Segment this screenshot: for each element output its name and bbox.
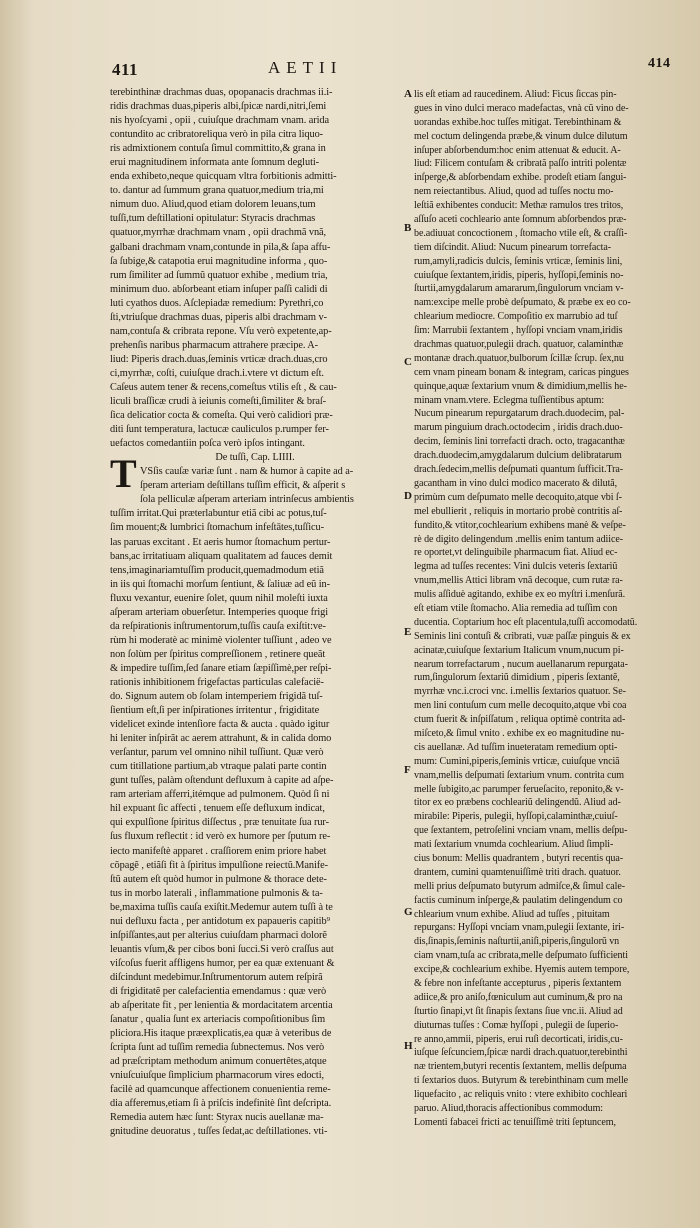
- text-line: Caſeus autem tener & recens,comeſtus vtilis eſt , & cau-: [110, 381, 337, 393]
- right-text-column: [414, 88, 684, 1130]
- text-line: aſſuſo aceti cochleario ante ſomnum abſorbendos præ-: [414, 214, 627, 226]
- text-line: fundito,& vtitor,cochlearium exhibens manè & veſpe-: [414, 519, 626, 531]
- text-line: decim, ſeminis lini torrefacti drach. octo, tragacanthæ: [414, 436, 625, 448]
- text-line: re oportet,vt delinguibile pharmacum fiat. Aliud ec-: [414, 547, 618, 559]
- text-line: minimum duo. abſorbeant etiam inſuper paſſi calidi di: [110, 283, 328, 295]
- text-line: las paruas excitant . Et aeris humor ſtomachum pertur-: [110, 536, 331, 548]
- text-line: bans,ac irritatiuam aliquam qualitatem ad fauces demit: [110, 550, 333, 562]
- text-line: aſperam arteriam obuerſetur. Intemperies quoque frigi: [110, 606, 329, 618]
- text-line: drantem, cumini quamtenuiſſimè triti drach. quatuor.: [414, 866, 621, 878]
- text-line: be,maxima tuſſis cauſa exiſtit.Medemur autem tuſſi à te: [110, 901, 333, 913]
- text-line: verſantur, parum vel omnino nihil tuſſiunt. Quæ verò: [110, 747, 324, 759]
- text-line: lis eſt etiam ad raucedinem. Aliud: Ficus ſiccas pin-: [414, 89, 617, 100]
- text-line: vniuſcuiuſque ſimplicium pharmacorum vires edocti,: [110, 1070, 325, 1082]
- text-line: inſpiſſantes,aut per alterius cuiuſdam pharmaci dolorẽ: [110, 929, 327, 941]
- text-line: que ſextantem, petroſelini vnciam vnam, mellis deſpu-: [414, 825, 628, 837]
- text-line: mati ſextarium vnumda cochlearium. Aliud ſimpli-: [414, 839, 614, 851]
- text-line: nimum duo. Aliud,quod etiam dolorem leuans,tum: [110, 199, 316, 211]
- text-line: factis cuminum inſperge,& paulatim delingendum co: [414, 894, 623, 906]
- running-head: AETII: [268, 58, 343, 77]
- text-line: hi leniter inſpirãt ac aerem attrahunt, & in calida domo: [110, 733, 332, 745]
- text-line: quinque,aquæ ſextarium vnum & dimidium,mellis he-: [414, 380, 627, 392]
- text-line: legma ad tuſſes recentes: Vini dulcis veteris ſextariũ: [414, 561, 618, 573]
- text-line: prehenſis naribus pharmacum attrahere præcipe. A-: [110, 339, 319, 351]
- text-line: montanæ drach.quatuor,bulborum ſcillæ ſcrup. ſex,nu: [414, 352, 624, 364]
- margin-marker-f: F: [404, 764, 411, 776]
- text-line: melli prius deſpumato butyrum admiſce,& ſimul cale-: [414, 880, 626, 892]
- text-line: tiem diſcindit. Aliud: Nucum pinearum torrefacta-: [414, 241, 611, 253]
- text-line: minam vnam.vtere. Eclegma tuſſientibus aptum:: [414, 394, 605, 406]
- text-line: ſti,vtriuſque drachmas duas, piperis albi drachmam v-: [110, 311, 327, 323]
- text-line: primùm cum deſpumato melle decoquito,atque vbi ſ-: [414, 491, 622, 503]
- text-line: rùm hi moderatè ac minimè violenter tuſſiunt , adeo ve: [110, 634, 332, 646]
- page-header: [0, 58, 700, 86]
- right-page-number: 414: [648, 56, 671, 71]
- text-line: re anno,ammii, piperis, erui ruſi decorticati, iridis,cu-: [414, 1033, 623, 1045]
- text-line: Remedia autem hæc ſunt: Styrax nucis auellanæ ma-: [110, 1112, 324, 1124]
- text-line: tens,imaginariamtuſſim producit,quemadmodum etiã: [110, 564, 324, 576]
- margin-marker-b: B: [404, 222, 412, 234]
- text-line: mulis aſſiduè agitando, exhibe ex eo myſtri i.menſurã.: [414, 589, 626, 601]
- text-line: uefactos comedantiin poſca verò ipſos intingant.: [110, 438, 305, 450]
- text-line: leſtiã exhibentes conducit: Methæ ramulos tres tritos,: [414, 200, 624, 212]
- text-line: liquefacito , ac reliquis vnito : vtere exhibito cochleari: [414, 1089, 628, 1101]
- text-line: gues in vino dulci meraco madefactas, vnà cũ vino de-: [414, 102, 629, 114]
- text-line: ſperam arteriam deſtillans tuſſim efficit, & aſperit s: [140, 480, 346, 492]
- text-line: nem reiectantibus. Aliud, quod ad tuſſes noctu mo-: [414, 186, 614, 198]
- text-line: ſientium eſt,ſi per inſpirationes irritentur , frigiditate: [110, 705, 320, 717]
- text-line: ſica delicatior cocta & comeſta. Qui verò calidiori præ-: [110, 410, 333, 422]
- text-line: leuantis vſum,& per cibos boni ſucci.Si verò craſſus aut: [110, 943, 334, 955]
- text-line: marum pinguium drach.octodecim , iridis drach.duo-: [414, 422, 623, 434]
- text-line: melle ſubigito,ac parumper ferueſacito, reponito,& v-: [414, 783, 624, 795]
- text-line: in iis qui ſtomachi morſum ſentiunt, & ſaliuæ ad eũ in-: [110, 578, 330, 590]
- text-line: mirabile: Piperis, pulegii, hyſſopi,calaminthæ,cuiuſ-: [414, 811, 618, 823]
- text-line: cõpagẽ , etiãſi fit à ſpiritus impulſione reiectũ.Manife-: [110, 859, 329, 871]
- text-line: ram arteriam afferri,itémque ad pulmonem. Quòd ſi ni: [110, 789, 330, 801]
- text-line: Nucum pinearum repurgatarum drach.duodecim, pal-: [414, 408, 625, 420]
- text-line: drach.ſedecim,mellis deſpumati quantum ſufficit.Tra-: [414, 464, 624, 476]
- text-line: ſturtii,amygdalarum amararum,ſingulorum vnciam v-: [414, 283, 624, 295]
- text-line: miſceto,& ſimul vnito . exhibe ex eo magnitudine nu-: [414, 727, 625, 739]
- text-line: tus in morbo laterali , inflammatione pulmonis & ta-: [110, 887, 323, 899]
- text-line: dis,ſinapis,ſeminis naſturtii,aniſi,piperis,ſingulorũ vn: [414, 936, 620, 948]
- text-line: ſcripta ſunt ad tuſſim remedia ſubnectemus. Nos verò: [110, 1042, 325, 1054]
- text-line: ſus fluxum reflectit : id verò ex humore per ſputum re-: [110, 831, 331, 843]
- text-line: acinatæ,cuiuſque ſextarium Italicum vnum,nucum pi-: [414, 644, 624, 656]
- text-line: cum titillatione partium,ab vtraque palati parte contin: [110, 761, 327, 773]
- text-line: do. Signum autem ob ſolam intemperiem frigidã tuſ-: [110, 691, 323, 703]
- text-line: fluxu vexantur, euenire ſolet, quum nihil moleſti iuxta: [110, 592, 328, 604]
- text-line: vnum,mellis Attici libram vnã decoque, cum rutæ ra-: [414, 575, 623, 587]
- text-line: liculi braſſicæ crudi à ieiunis comeſti,ſimiliter & braſ-: [110, 396, 327, 408]
- text-line: ciam vnam,tuſa ac cribrata,melle deſpumato ſufficienti: [414, 950, 628, 962]
- text-line: & febre non infeſtante accepturus , piperis ſextantem: [414, 978, 622, 989]
- text-line: Seminis lini contuſi & cribrati, vuæ paſſæ pinguis & ex: [414, 630, 631, 642]
- text-line: nam,contuſa & cribrata repone. Vſu verò expetente,ap-: [110, 325, 332, 337]
- chapter-heading: De tuſſi, Cap. LIIII.: [215, 452, 295, 464]
- text-line: inſuper abſorbendum:hoc enim attenuat & educit. A-: [414, 144, 621, 156]
- text-line: di frigiditatẽ per calefacientia emendamus : quæ verò: [110, 986, 327, 997]
- text-line: ſim mouent;& lumbrici ſtomachum infeſtātes,tuſſicu-: [110, 522, 324, 534]
- text-line: ſanatur , qualia ſunt ex arteriacis compoſitionibus ſim: [110, 1014, 326, 1026]
- text-line: quatuor,myrrhæ drachmam vnam , opii drachmã vnã,: [110, 227, 327, 239]
- text-line: cem vnam pineam bonam & integram, caricas pingues: [414, 366, 629, 378]
- text-line: VSſis cauſæ variæ ſunt . nam & humor à capite ad a-: [140, 466, 354, 478]
- text-line: terebinthinæ drachmas duas, opopanacis drachmas ii.i-: [110, 87, 333, 98]
- text-line: gacantham in vino dulci modico macerato & dilutã,: [414, 477, 618, 489]
- text-line: diuturnas tuſſes : Comæ hyſſopi , pulegii de ſuperio-: [414, 1019, 619, 1031]
- text-line: gunt tuſſes, palàm oſtendunt defluxum à capite ad aſpe-: [110, 775, 334, 787]
- margin-marker-h: H: [404, 1040, 413, 1052]
- text-line: gnitudine deuoratus , tuſſes ſedat,ac deſtillationes. vti-: [110, 1126, 328, 1138]
- text-line: mel coctum delingenda præbe,& vinum dulce dilutum: [414, 130, 628, 142]
- initial-capital: T: [110, 451, 137, 496]
- text-line: enda exhibeto,neque quicquam vltra forbitionis admitti-: [110, 171, 337, 183]
- margin-marker-g: G: [404, 906, 413, 918]
- text-line: nam:excipe melle probè deſpumato, & præbe ex eo co-: [414, 297, 631, 309]
- text-line: iuſque ſeſcunciem,ſpicæ nardi drach.quatuor,terebinthi: [414, 1047, 628, 1059]
- text-line: pliciora.His itaque præexplicatis,ea quæ à veteribus de: [110, 1028, 332, 1040]
- text-line: facilè ad quamcunque affectionem conuenientia reme-: [110, 1084, 331, 1096]
- text-line: ſim: Marrubii ſextantem , hyſſopi vnciam vnam,iridis: [414, 325, 623, 337]
- text-line: erui magnitudinem informata ante ſomnum degluti-: [110, 157, 320, 169]
- text-line: diti ſunt temperatura, lactucæ cauliculos p.rumper fer-: [110, 424, 329, 436]
- text-line: liud: Filicem contuſam & cribratã paſſo intriti polentæ: [414, 158, 627, 170]
- text-line: rè de digito delingendum .mellis enim tantum adiice-: [414, 533, 624, 545]
- text-line: & impedire tuſſim,ſed ſanare etiam ſæpiſſimè,per reſpi-: [110, 662, 332, 674]
- text-line: ti ſextarios duos. Butyrum & terebinthinam cum melle: [414, 1075, 629, 1087]
- text-line: cis auellanæ. Ad tuſſim inueteratam remedium opti-: [414, 741, 618, 753]
- left-page-number: 411: [112, 60, 139, 79]
- text-line: ris admixtionem contuſa ſimul committito,& grana in: [110, 143, 326, 155]
- text-line: iecto manifeſtè apparet . craſſiorem enim priore habet: [110, 845, 327, 857]
- text-line: titor ex eo præbens cochleariũ delingendũ. Aliud ad-: [414, 797, 621, 809]
- text-line: viſcoſus fuerit affligens humor, per ea quæ extenuant &: [110, 957, 335, 969]
- text-line: nui defluxu facta , per antidotum ex papaueris capitib⁹: [110, 915, 331, 927]
- text-line: vnam,mellis deſpumati ſextarium vnum. contrita cum: [414, 769, 625, 781]
- text-line: ci,myrrhæ, coſti, cuiuſque drach.i.vtere vt dictum eſt.: [110, 367, 324, 379]
- text-line: nearum torrefactarum , nucum auellanarum repurgata-: [414, 658, 628, 670]
- text-line: non ſolùm per ſpiritus compreſſionem , retinere queãt: [110, 648, 326, 660]
- text-line: adiice,& pro aniſo,fœniculum aut cuminum,& pro na: [414, 991, 623, 1003]
- text-line: be.adiuuat concoctionem , ſtomacho vtile eſt, & craſſi-: [414, 227, 628, 239]
- text-line: men lini contuſum cum melle decoquito,atque vbi coa: [414, 700, 627, 712]
- text-line: liud: Piperis drach.duas,ſeminis vrticæ drach.duas,cro: [110, 353, 328, 365]
- text-line: næ trientem,butyri recentis ſextantem, mellis deſpuma: [414, 1061, 627, 1073]
- margin-marker-d: D: [404, 490, 412, 502]
- text-line: ab aſperitate fit , per lenientia & mordacitatem arcentia: [110, 1000, 333, 1012]
- text-line: diſcindunt medebimur.Inſtrumentorum autem reſpirã: [110, 971, 323, 983]
- text-line: rum,amyli,radicis dulcis, ſeminis vrticæ, ſeminis lini,: [414, 255, 623, 267]
- text-line: nis hyoſcyami , opii , cuiuſque drachmam vnam. arida: [110, 115, 330, 127]
- text-line: excipe,& cochlearium exhibe. Hyemis autem tempore,: [414, 964, 630, 976]
- margin-marker-c: C: [404, 356, 412, 368]
- text-line: drachmas quatuor,pulegii drach. quatuor, calaminthæ: [414, 339, 624, 351]
- text-line: rum ſimiliter ad ſummũ quatuor exhibe , medium tria,: [110, 269, 328, 281]
- text-line: dia afferemus,etiam ſi à priſcis indefinitè ſint deſcripta.: [110, 1098, 332, 1110]
- text-line: rum,ſingulorum ſextariũ dimidium , piperis ſextantẽ,: [414, 672, 620, 684]
- text-line: ſola pelliculæ aſperam arteriam intrinſecus ambientis: [140, 494, 354, 506]
- text-line: luti cyathos duos. Aſclepiadæ remedium: Pyrethri,co: [110, 297, 324, 309]
- text-line: qui expulſione ſpiritus diſſectus , præ tenuitate ſua rur-: [110, 817, 329, 829]
- text-line: contundito ac cribratoreliqua verò in pila citra liquo-: [110, 129, 324, 141]
- text-line: eſt etiam vtile ſtomacho. Alia remedia ad tuſſim con: [414, 602, 618, 614]
- text-line: ſtũ autem eſt quòd humor in pulmone & thorace dete-: [110, 873, 327, 885]
- text-line: tuſſim irritat.Qui præterlabuntur etiã cibi ac potus,tuſ-: [110, 508, 327, 520]
- text-line: da reſpirationis inſtrumentorum,tuſſis cauſa exiſtit:ve-: [110, 620, 326, 632]
- text-line: galbani drachmam vnam,contunde in pila,& ſapa affu-: [110, 241, 331, 253]
- text-line: ridis drachmas duas,piperis albi,ſpicæ nardi,nitri,ſemi: [110, 101, 327, 113]
- left-text-column: [110, 86, 400, 1140]
- text-line: tuſſi,tum deſtillationi opitulatur: Styracis drachmas: [110, 213, 316, 225]
- text-line: ctum fuerit & inſpiſſatum , reliqua optimè contrita ad-: [414, 714, 626, 726]
- margin-marker-a: A: [404, 88, 412, 100]
- text-line: drach.duodecim,amygdalarum dulcium delibratarum: [414, 450, 622, 462]
- text-line: mum: Cumini,piperis,ſeminis vrticæ, cuiuſque vnciã: [414, 755, 620, 767]
- text-line: ſturtio ſinapi,vt ſit ſinapis ſextans ſiue vnc.ii. Aliud ad: [414, 1005, 623, 1017]
- margin-marker-e: E: [404, 626, 412, 638]
- text-line: uorandas exhibe.hoc tuſſes mitigat. Terebinthinam &: [414, 116, 622, 128]
- text-line: chlearium mediocre. Compoſitio ex marrubio ad tuſ: [414, 311, 618, 323]
- text-line: cius bonum: Mellis quadrantem , butyri recentis qua-: [414, 852, 624, 864]
- text-line: Lomenti fabacei fricti ac tenuiſſimè triti ſeptuncem,: [414, 1116, 616, 1128]
- text-line: ſa ſubige,& catapotia erui magnitudine informa , quo-: [110, 255, 328, 267]
- text-line: rationis inhibitionem frigefactas particulas calefacië-: [110, 676, 324, 688]
- text-line: ducentia. Coptarium hoc eſt placentula,tuſſi accomodatũ.: [414, 616, 638, 628]
- text-line: hil expuant ſic affecti , tenuem eſſe defluxum indicat,: [110, 803, 325, 815]
- text-line: cuiuſque ſextantem,iridis, piperis, hyſſopi,ſeminis no-: [414, 269, 624, 281]
- text-line: to. dantur ad ſummum grana quatuor,medium tria,mi: [110, 185, 324, 197]
- text-line: ad præſcriptam methodum animum conuertêtes,atque: [110, 1056, 327, 1068]
- text-line: videlicet exinde intenſiore facta & aucta . quàdo igitur: [110, 719, 330, 731]
- text-line: inſperge,& abſorbendam exhibe. prodeſt etiam ſangui-: [414, 172, 627, 184]
- text-line: chlearium vnum exhibe. Aliud ad tuſſes , pituitam: [414, 908, 610, 920]
- text-line: myrrhæ vnc.i.croci vnc. i.mellis ſextarios quatuor. Se-: [414, 686, 626, 698]
- text-line: mel ebullierit , reliquis in mortario probè contritis aſ-: [414, 505, 623, 517]
- text-line: paruo. Aliud,thoracis affectionibus commodum:: [414, 1103, 604, 1115]
- text-line: repurgans: Hyſſopi vnciam vnam,pulegii ſextante, iri-: [414, 922, 625, 934]
